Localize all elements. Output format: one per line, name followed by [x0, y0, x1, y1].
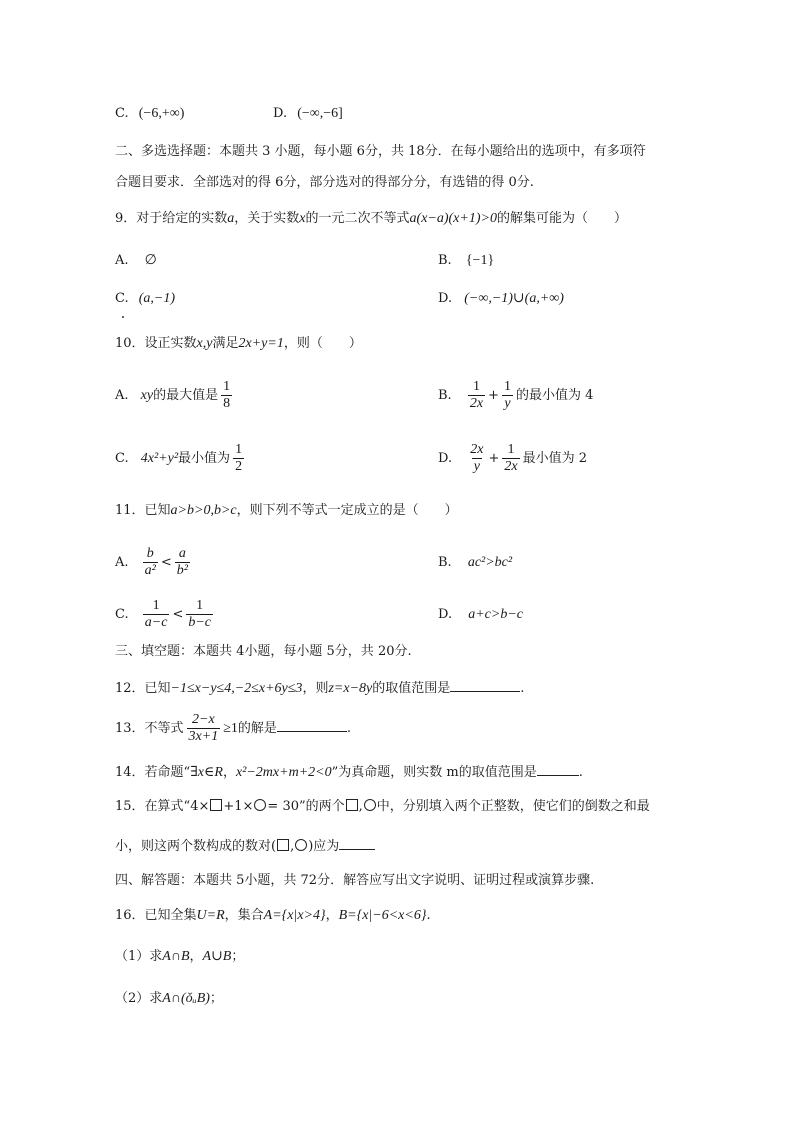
denominator: b² — [176, 563, 188, 578]
q15-line2-pre: 小，则这两个数构成的数对( — [115, 839, 277, 854]
q10-d-fraction1 — [468, 442, 485, 475]
option-math: {−1} — [465, 253, 495, 268]
q16-universe: U=R — [196, 908, 225, 923]
q11-a-fraction1 — [143, 546, 158, 579]
q15-line2-mid: , — [290, 839, 295, 854]
option-math: (−∞,−6] — [297, 106, 343, 121]
option-math: (a,−1) — [138, 291, 176, 306]
q15-line2 — [115, 835, 375, 857]
q14-inequality: x²−2mx+m+2<0 — [235, 765, 332, 780]
option-math: (−∞,−1)∪(a,+∞) — [464, 291, 564, 306]
denominator: 2x — [469, 396, 484, 411]
q16-end: . — [426, 908, 431, 923]
q10-option-b — [438, 376, 593, 416]
q9-stem-mid: ，关于实数 — [234, 211, 300, 226]
option-label: C. — [115, 451, 129, 466]
q16-set-b: B={x|−6<x<6} — [338, 908, 427, 923]
denominator: 2x — [504, 459, 518, 474]
q10-stem-mid: 满足 — [212, 336, 239, 351]
q11-condition: a>b>0,b>c — [170, 503, 237, 518]
answer-blank[interactable] — [277, 717, 347, 732]
q16-p1-expr1: A∩B — [162, 949, 190, 964]
option-math: ∅ — [144, 253, 157, 268]
q12-stem-post: 的取值范围是 — [372, 681, 451, 696]
q10-c-text: 最小值为 — [178, 451, 231, 466]
q9-option-a — [115, 251, 157, 271]
option-label: B. — [438, 253, 452, 268]
numerator: a — [178, 546, 186, 561]
plus-sign: + — [488, 451, 500, 466]
q15-line1-mid2: = 30”的两个 — [267, 799, 345, 814]
q11-option-d — [438, 605, 523, 625]
numerator: 1 — [235, 442, 243, 457]
square-placeholder-icon — [277, 839, 289, 851]
option-label: C. — [115, 106, 129, 121]
q16-p1-end: ； — [231, 949, 245, 964]
q8-option-c — [115, 104, 184, 124]
q15-line1-mid1: +1× — [223, 799, 254, 814]
q13-stem — [115, 709, 351, 749]
q16-stem-mid: ，集合 — [224, 908, 264, 923]
option-label: C. — [115, 291, 129, 306]
answer-blank[interactable] — [339, 835, 375, 850]
q16-part2 — [115, 989, 223, 1009]
denominator: a² — [144, 563, 156, 578]
q15-line1-pre: 15．在算式“4× — [115, 799, 210, 814]
q10-condition: 2x+y=1 — [238, 336, 284, 351]
q8-option-d — [273, 104, 343, 124]
numerator: 2x — [470, 442, 484, 457]
q16-part1 — [115, 947, 244, 967]
q13-fraction — [187, 712, 221, 745]
q16-p1-sep: ， — [189, 949, 203, 964]
option-label: C. — [115, 607, 129, 622]
numerator: 1 — [507, 442, 515, 457]
q11-a-fraction2 — [175, 546, 190, 579]
q10-stem-post: ，则（ ） — [283, 336, 362, 351]
section4-heading: 四、解答题：本题共 5小题，共 72分．解答应写出文字说明、证明过程或演算步骤. — [115, 873, 595, 888]
option-label: D. — [438, 607, 453, 622]
numerator: 1 — [472, 379, 480, 394]
q10-a-text: 的最大值是 — [153, 388, 219, 403]
q15-line1 — [115, 797, 650, 817]
q9-var-x: x — [299, 211, 306, 226]
q16-p2-label: （2）求 — [115, 991, 163, 1006]
q11-stem-post: ，则下列不等式一定成立的是（ ） — [236, 503, 458, 518]
section2-line2: 合题目要求．全部选对的得 6分，部分选对的得部分分，有选错的得 0分. — [115, 175, 534, 190]
q15-line1-mid3: , — [358, 799, 363, 814]
q9-stem — [115, 209, 627, 229]
q11-stem-pre: 11．已知 — [115, 503, 171, 518]
q11-c-fraction2 — [186, 598, 213, 631]
numerator: 1 — [196, 598, 204, 613]
q13-stem-post: 的解是 — [237, 721, 277, 736]
q14-stem — [115, 761, 583, 783]
q12-end: . — [520, 681, 525, 696]
section2-line1: 二、多选选择题：本题共 3 小题，每小题 6分，共 18分．在每小题给出的选项中，有多项符 — [115, 144, 646, 159]
q16-set-a: A={x|x>4} — [263, 908, 326, 923]
q10-option-a — [115, 376, 235, 416]
q10-option-d — [438, 439, 587, 479]
answer-blank[interactable] — [450, 677, 520, 692]
q14-comma: ， — [222, 765, 236, 780]
q16-p2-expr: A∩(ǒᵤB) — [162, 991, 210, 1006]
q9-option-d — [438, 289, 564, 309]
q12-stem-mid: ，则 — [302, 681, 329, 696]
option-label: D. — [438, 291, 453, 306]
q10-b-fraction2 — [502, 379, 513, 412]
q10-c-fraction — [233, 442, 244, 475]
q9-stem-mid2: 的一元二次不等式 — [305, 211, 410, 226]
q15-line2-post: )应为 — [308, 839, 340, 854]
denominator: y — [504, 396, 511, 411]
circle-placeholder-icon — [364, 799, 376, 811]
q13-relation: ≥1 — [223, 721, 238, 736]
square-placeholder-icon — [210, 799, 222, 811]
q12-expr: z=x−8y — [328, 681, 373, 696]
option-label: A. — [115, 253, 129, 268]
option-math: ac²>bc² — [467, 555, 513, 570]
q9-stem-pre: 9．对于给定的实数 — [115, 211, 228, 226]
q14-end: . — [578, 765, 583, 780]
q10-a-expr: xy — [140, 388, 154, 403]
section3-heading: 三、填空题：本题共 4小题，每小题 5分，共 20分. — [115, 644, 412, 659]
q9-inequality: a(x−a)(x+1)>0 — [409, 211, 497, 226]
q16-p1-label: （1）求 — [115, 949, 163, 964]
circle-placeholder-icon — [295, 839, 307, 851]
option-label: A. — [115, 555, 129, 570]
denominator: a−c — [144, 615, 168, 630]
circle-placeholder-icon — [254, 799, 266, 811]
q13-stem-pre: 13．不等式 — [115, 721, 184, 736]
q9-var-a: a — [227, 211, 235, 226]
q14-quantifier: ∃x∈R — [190, 765, 223, 780]
q10-stem — [115, 334, 362, 354]
q11-option-c — [115, 595, 216, 635]
q10-d-fraction2 — [502, 442, 519, 475]
option-label: B. — [438, 388, 452, 403]
q14-stem-pre: 14．若命题“ — [115, 765, 191, 780]
q16-stem-pre: 16．已知全集 — [115, 908, 197, 923]
q15-line1-post: 中，分别填入两个正整数，使它们的倒数之和最 — [376, 799, 650, 814]
q10-d-text: 最小值为 2 — [522, 451, 587, 466]
denominator: b−c — [188, 615, 212, 630]
denominator: 8 — [223, 396, 231, 411]
q11-option-a — [115, 543, 193, 583]
q14-stem-post: ”为真命题，则实数 m的取值范围是 — [331, 765, 537, 780]
q10-stem-pre: 10．设正实数 — [115, 336, 197, 351]
q16-p2-end: ； — [209, 991, 223, 1006]
numerator: 1 — [503, 379, 511, 394]
q10-b-text: 的最小值为 4 — [515, 388, 594, 403]
option-label: A. — [115, 388, 129, 403]
q10-vars: x,y — [196, 336, 213, 351]
less-than: < — [160, 555, 172, 570]
plus-sign: + — [488, 388, 499, 403]
denominator: 3x+1 — [188, 729, 219, 744]
q11-stem — [115, 501, 458, 521]
q10-c-expr: 4x²+y² — [140, 451, 179, 466]
numerator: 1 — [152, 598, 160, 613]
q11-option-b — [438, 553, 512, 573]
q10-option-c — [115, 439, 247, 479]
q10-a-fraction — [221, 379, 232, 412]
square-placeholder-icon — [346, 799, 358, 811]
option-math: a+c>b−c — [468, 607, 524, 622]
stray-dot — [122, 316, 124, 318]
q16-sep: ， — [325, 908, 339, 923]
q9-option-b — [438, 251, 494, 271]
answer-blank[interactable] — [537, 761, 579, 776]
q9-stem-post: 的解集可能为（ ） — [496, 211, 627, 226]
less-than: < — [172, 607, 184, 622]
option-math: (−6,+∞) — [138, 106, 185, 121]
q16-p1-expr2: A∪B — [202, 949, 232, 964]
denominator: y — [473, 459, 480, 474]
q9-option-c — [115, 289, 175, 309]
numerator: 1 — [223, 379, 231, 394]
q13-end: . — [346, 721, 352, 736]
option-label: B. — [438, 555, 452, 570]
q11-c-fraction1 — [143, 598, 170, 631]
q10-b-fraction1 — [468, 379, 485, 412]
q12-stem-pre: 12．已知 — [115, 681, 171, 696]
q12-condition: −1≤x−y≤4,−2≤x+6y≤3 — [170, 681, 303, 696]
numerator: b — [146, 546, 154, 561]
q16-stem — [115, 906, 431, 926]
numerator: 2−x — [192, 712, 215, 727]
option-label: D. — [273, 106, 288, 121]
denominator: 2 — [235, 459, 243, 474]
option-label: D. — [438, 451, 453, 466]
q12-stem — [115, 677, 524, 699]
